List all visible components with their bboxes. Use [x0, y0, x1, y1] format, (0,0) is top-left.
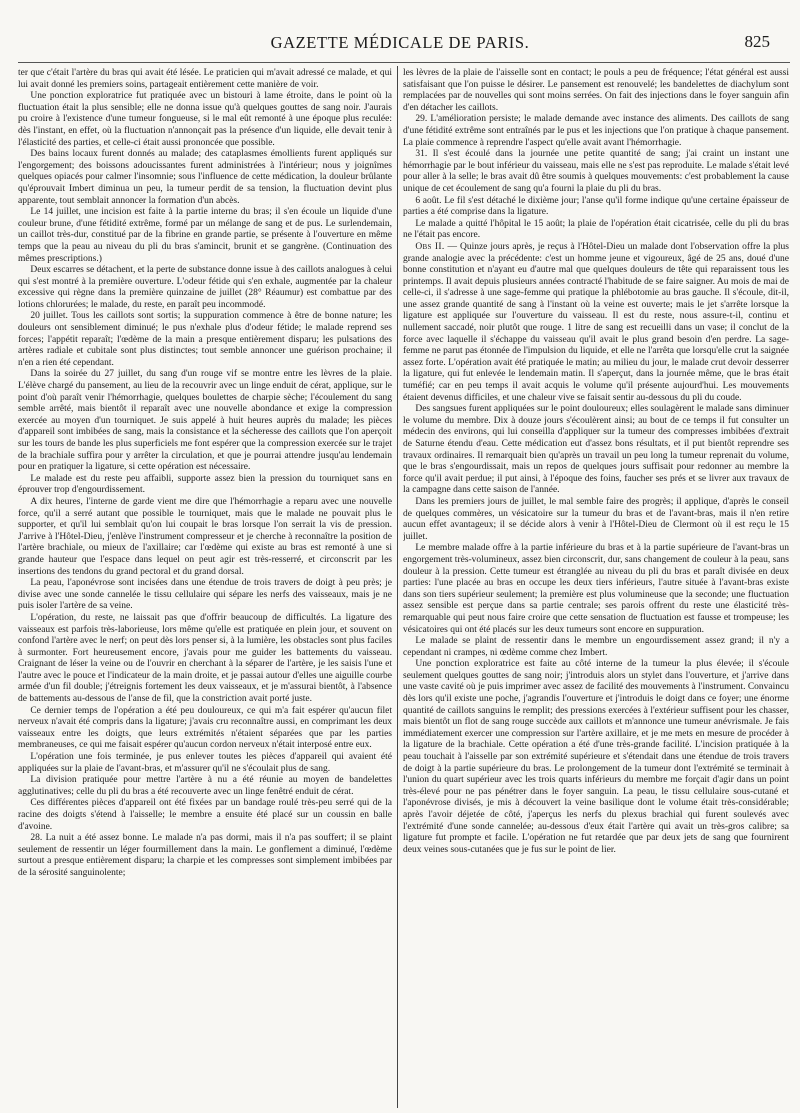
paragraph-text: — Quinze jours après, je reçus à l'Hôtel-Dieu un malade dont l'observation offre la plus grande analogie avec la précédente: c'est un homme jeune et vigoureux, âgé de 25 ans, doué d'une bonne constitution et n'ayant eu d'autre mal que quelques douleurs de tête qui reparaissent tous les printemps. Il avait depuis plusieurs années contracté l'habitude de se faire saigner. Au mois de mai de celle-ci, il s'adresse à une sage-femme qui pratique la phlébotomie au bras gauche. Il s'écoule, dit-il, une assez grande quantité de sang à l'instant où la veine est ouverte; mais le jet s'arrête lorsque la ligature est appliquée sur l'ouverture du vaisseau. Il est du reste, nous assure-t-il, continu et nullement saccadé, noir plutôt que rouge. 1 litre de sang est recueilli dans un vase; il conclut de la force avec laquelle il s'échappe du vaisseau qu'il avait le plus grand besoin d'en perdre. La sage-femme ne parut pas étonnée de l'impulsion du liquide, et elle ne l'arrêta que lorsqu'elle crut la saignée assez forte. L'opération avait été pratiquée le matin; au milieu du jour, le malade crut devoir desserrer la ligature, qui fut enlevée le lendemain matin. Il s'aperçut, dans la journée même, que le bras était tuméfié; car en peu temps il avait acquis le volume qu'il présente aujourd'hui. Les mouvements étaient devenus difficiles, et une chaleur vive se faisait sentir au-dessous du pli du coude.: [403, 241, 789, 403]
paragraph: 28. La nuit a été assez bonne. Le malade n'a pas dormi, mais il n'a pas souffert; il se plaint seulement de ressentir un léger fourmillement dans la main. Le gonflement a diminué, l'œdème surtout a presque entièrement disparu; la charpie et les compresses sont simplement imbibées par de la sérosité sanguinolente;: [18, 833, 392, 878]
header-rule: [18, 62, 790, 63]
observation-paragraph: [403, 242, 789, 404]
paragraph: L'opération, du reste, ne laissait pas que d'offrir beaucoup de difficultés. La ligature des vaisseaux est parfois très-laborieuse, lors même qu'elle est pratiquée en plein jour, et souvent on confond l'artère avec le nerf; on peut dès lors penser si, à la lumière, les obstacles sont plus faciles à surmonter. Fort heureusement encore, j'avais pour me guider les battements du vaisseau. Craignant de léser la veine ou de l'ouvrir en cherchant à la séparer de l'artère, je les saisis l'une et l'autre avec le pouce et l'indicateur de la main droite, et je passai autour d'elles une aiguille courbe armée d'un fil double; j'étreignis fortement les deux vaisseaux, et je m'assurai bientôt, à l'absence de battements au-dessous de l'anse de fil, que la constriction avait porté juste.: [18, 612, 392, 705]
paragraph: La division pratiquée pour mettre l'artère à nu a été réunie au moyen de bandelettes agglutinatives; celle du pli du bras a été recouverte avec un linge fenêtré enduit de cérat.: [18, 775, 392, 797]
paragraph: Des bains locaux furent donnés au malade; des cataplasmes émollients furent appliqués sur l'engorgement; des boissons adoucissantes furent administrées à l'intérieur; nous y joignîmes quelques opiacés pour calmer l'insomnie; sous l'influence de cette médication, la douleur brûlante qu'éprouvait Imbert diminua un peu, la tumeur perdit de sa tension, la fluctuation devint plus apparente, tout semblait annoncer la formation d'un abcès.: [18, 149, 392, 206]
paragraph: 31. Il s'est écoulé dans la journée une petite quantité de sang; j'ai craint un instant une hémorrhagie par le bout inférieur du vaisseau, mais elle ne s'est pas reproduite. Le malade s'était levé pour aller à la selle; le bras avait dû être soumis à quelques mouvements: c'est probablement la cause unique de cet écoulement de sang qu'a fourni la plaie du pli du bras.: [403, 149, 789, 194]
page-header: [0, 28, 800, 58]
paragraph: 6 août. Le fil s'est détaché le dixième jour; l'anse qu'il forme indique qu'une certaine épaisseur de parties a été comprise dans la ligature.: [403, 195, 789, 218]
paragraph: Une ponction exploratrice fut pratiquée avec un bistouri à lame étroite, dans le point où la fluctuation était la plus sensible; elle ne donna issue qu'à quelques gouttes de sang noir. J'aurais pu croire à l'existence d'une tumeur fongueuse, si le mal eût remonté à une époque plus reculée: dès l'instant, en effet, où la fluctuation n'annonçait pas la présence d'un liquide, elle devait tenir à l'élasticité des parties, et celle-ci était aussi prononcée que possible.: [18, 91, 392, 148]
paragraph: A dix heures, l'interne de garde vient me dire que l'hémorrhagie a reparu avec une nouvelle force, qu'il a serré autant que possible le tourniquet, mais que le malade ne pouvait plus le supporter, et qu'il lui semblait qu'on lui coupait le bras lorsque l'on serrait la vis de pression. J'arrive à l'Hôtel-Dieu, j'enlève l'instrument compresseur et je cherche à reconnaître la position de l'artère brachiale, ou mieux de l'axillaire; car l'œdème qui existe au bras est remonté à une si grande hauteur que l'espace dans lequel on peut agir est très-resserré, et circonscrit par les insertions des tendons du grand pectoral et du grand dorsal.: [18, 496, 392, 577]
column-divider: [397, 66, 398, 1108]
paragraph: 20 juillet. Tous les caillots sont sortis; la suppuration commence à être de bonne nature; les douleurs ont sensiblement diminué; le pus n'exhale plus d'odeur fétide; le malade reprend ses forces; l'appétit reparaît; l'œdème de la main a presque entièrement disparu; les pulsations des artères radiale et cubitale sont plus distinctes; tout semble annoncer une guérison prochaine; il n'en a rien été cependant.: [18, 311, 392, 368]
paragraph: Ce dernier temps de l'opération a été peu douloureux, ce qui m'a fait espérer qu'aucun filet nerveux n'avait été compris dans la ligature; j'avais cru reconnaître aussi, en comprimant les deux vaisseaux entre les doigts, que leurs extrémités n'étaient séparées que par les parties membraneuses, ce qui me faisait espérer qu'aucun cordon nerveux n'était interposé entre eux.: [18, 705, 392, 751]
paragraph: Une ponction exploratrice est faite au côté interne de la tumeur la plus élevée; il s'écoule seulement quelques gouttes de sang noir; j'introduis alors un stylet dans l'ouverture, et j'arrive dans une vaste cavité où je puis imprimer avec assez de facilité des mouvements à l'instrument. Convaincu dès lors qu'il existe une poche, j'agrandis l'ouverture et j'introduis le doigt dans ce foyer; une énorme quantité de caillots sanguins le remplit; des pressions exercées à l'extérieur suffisent pour les chasser, mais bientôt un flot de sang rouge succède aux caillots et m'annonce une tumeur anévrismale. Je fais immédiatement exercer une compression sur l'artère axillaire, et je me mets en mesure de procéder à la ligature de la brachiale. Cette opération a été d'une très-grande facilité. L'incision pratiquée à la peau touchait à l'aisselle par son extrémité supérieure et s'étendait dans une étendue de trois travers de doigt à la partie supérieure du bras. Le prolongement de la tumeur dont l'extrémité se terminait à l'union du quart supérieur avec les trois quarts inférieurs du membre me forçait d'agir dans un point très-élevé pour ne pas pénétrer dans le foyer sanguin. La peau, le tissu cellulaire sous-cutané et l'aponévrose divisés, je mis à découvert la veine basilique dont le volume était très-considérable; après l'avoir déjetée de côté, j'aperçus les nerfs du plexus brachial qui furent soulevés avec l'extrémité d'une sonde cannelée; au-dessous d'eux était l'artère qui avait un très-gros calibre; sa ligature fut prompte et facile. L'opération ne fut retardée que par deux jets de sang que fournirent deux veines sous-cutanées que je fus sur le point de lier.: [403, 659, 789, 855]
page-number: 825: [744, 32, 770, 51]
paragraph: Ces différentes pièces d'appareil ont été fixées par un bandage roulé très-peu serré qui de la racine des doigts s'étend à l'aisselle; le membre a ensuite été placé sur un coussin en balle d'avoine.: [18, 798, 392, 832]
paragraph: Le malade se plaint de ressentir dans le membre un engourdissement assez grand; il n'y a cependant ni crampes, ni œdème comme chez Imbert.: [403, 636, 789, 658]
paragraph: Le membre malade offre à la partie inférieure du bras et à la partie supérieure de l'avant-bras un engorgement très-volumineux, assez bien circonscrit, dur, sans changement de couleur à la peau, sans douleur à la pression. Cette tumeur est étranglée au niveau du pli du bras et paraît divisée en deux parties: l'une placée au bras en occupe les deux tiers inférieurs, l'autre située à l'avant-bras existe dans son tiers supérieur seulement; la première est plus volumineuse que la seconde; une fluctuation assez sensible est perçue dans sa partie centrale; ses parois offrent du reste une élasticité très-remarquable qui peut nous faire croire que cette sensation de fluctuation est fausse et trompeuse; les vésicatoires qui ont été placés sur les deux tumeurs sont encore en suppuration.: [403, 543, 789, 635]
gazette-title: GAZETTE MÉDICALE DE PARIS.: [270, 33, 530, 52]
paragraph: Deux escarres se détachent, et la perte de substance donne issue à des caillots analogues à celui qui s'est montré à la première ouverture. L'odeur fétide qui s'en exhale, augmentée par la chaleur excessive qui règne dans la première quinzaine de juillet (28° Réaumur) est combattue par des lotions chlorurées; le malade, du reste, en paraît peu incommodé.: [18, 265, 392, 310]
paragraph: ter que c'était l'artère du bras qui avait été lésée. Le praticien qui m'avait adressé ce malade, et qui lui avait donné les premiers soins, partageait entièrement cette manière de voir.: [18, 68, 392, 90]
left-column: [18, 68, 392, 1108]
paragraph: Des sangsues furent appliquées sur le point douloureux; elles soulagèrent le malade sans diminuer le volume du membre. Dix à douze jours s'écoulèrent ainsi; au bout de ce temps il fut consulter un médecin des environs, qui lui conseilla d'appliquer sur la tumeur des compresses imbibées d'extrait de Saturne étendu d'eau. Cette médication eut d'assez bons résultats, et il put bientôt reprendre ses travaux ordinaires. Il remarquait bien qu'après un travail un peu long la tumeur reprenait du volume, que le bras s'engourdissait, mais un repos de quelques jours suffisait pour redonner au membre la force qu'il avait perdue; il put ainsi, à l'époque des foins, faucher ses prés et se livrer aux travaux de la campagne dans cette saison de l'année.: [403, 404, 789, 496]
paragraph: les lèvres de la plaie de l'aisselle sont en contact; le pouls a peu de fréquence; l'état général est aussi satisfaisant que l'on puisse le désirer. Le pansement est renouvelé; les bandelettes de diachylum sont remplacées par de nouvelles qui sont moins serrées. On fait des injections dans le foyer sanguin afin d'en détacher les caillots.: [403, 68, 789, 113]
paragraph: Le malade a quitté l'hôpital le 15 août; la plaie de l'opération était cicatrisée, celle du pli du bras ne l'était pas encore.: [403, 218, 789, 241]
paragraph: Dans les premiers jours de juillet, le mal semble faire des progrès; il applique, d'après le conseil de quelques commères, un vésicatoire sur la tumeur du bras et de l'avant-bras, mais il n'en retire aucun effet avantageux; il se décide alors à venir à l'Hôtel-Dieu de Clermont où il est reçu le 15 juillet.: [403, 496, 789, 542]
right-column: [403, 68, 789, 1108]
paragraph: Le malade est du reste peu affaibli, supporte assez bien la pression du tourniquet sans en éprouver trop d'engourdissement.: [18, 473, 392, 496]
paragraph: Le 14 juillet, une incision est faite à la partie interne du bras; il s'en écoule un liquide d'une couleur brune, d'une fétidité extrême, formé par un mélange de sang et de pus. Le surlendemain, un caillot très-dur, constitué par de la fibrine en grande partie, se présente à l'ouverture en même temps que la peau au niveau du pli du bras s'amincit, brunit et se gangrène. (Continuation des mêmes prescriptions.): [18, 207, 392, 264]
observation-heading: Obs II.: [415, 241, 445, 252]
paragraph: 29. L'amélioration persiste; le malade demande avec instance des aliments. Des caillots de sang d'une fétidité extrême sont entraînés par le pus et les injections que l'on pratique à chaque pansement. La plaie commence à reprendre l'aspect qu'elle avait avant l'hémorrhagie.: [403, 114, 789, 148]
paragraph: L'opération une fois terminée, je pus enlever toutes les pièces d'appareil qui avaient été appliquées sur la plaie de l'avant-bras, et m'assurer qu'il ne s'écoulait plus de sang.: [18, 752, 392, 774]
paragraph: La peau, l'aponévrose sont incisées dans une étendue de trois travers de doigt à peu près; je divise avec une sonde cannelée le tissu cellulaire qui sépare les nerfs des vaisseaux, mais je ne puis isoler l'artère de sa veine.: [18, 578, 392, 612]
paragraph: Dans la soirée du 27 juillet, du sang d'un rouge vif se montre entre les lèvres de la plaie. L'élève chargé du pansement, au lieu de la recouvrir avec un linge enduit de cérat, applique, sur le point d'où paraît venir l'hémorrhagie, quelques boulettes de charpie sèche; l'écoulement du sang semble arrêté, mais bientôt il reparaît avec une nouvelle abondance et exige la compression exercée au moyen d'un tourniquet. Je suis appelé à huit heures auprès du malade; les pièces d'appareil sont imbibées de sang, mais la consistance et la sécheresse des caillots que l'on aperçoit sur les tours de bande les plus superficiels me font espérer que la compression exercée sur le trajet de la brachiale suffira pour y arrêter la circulation, et que je pourrai attendre jusqu'au lendemain pour en pratiquer la ligature, si cette opération est nécessaire.: [18, 369, 392, 473]
